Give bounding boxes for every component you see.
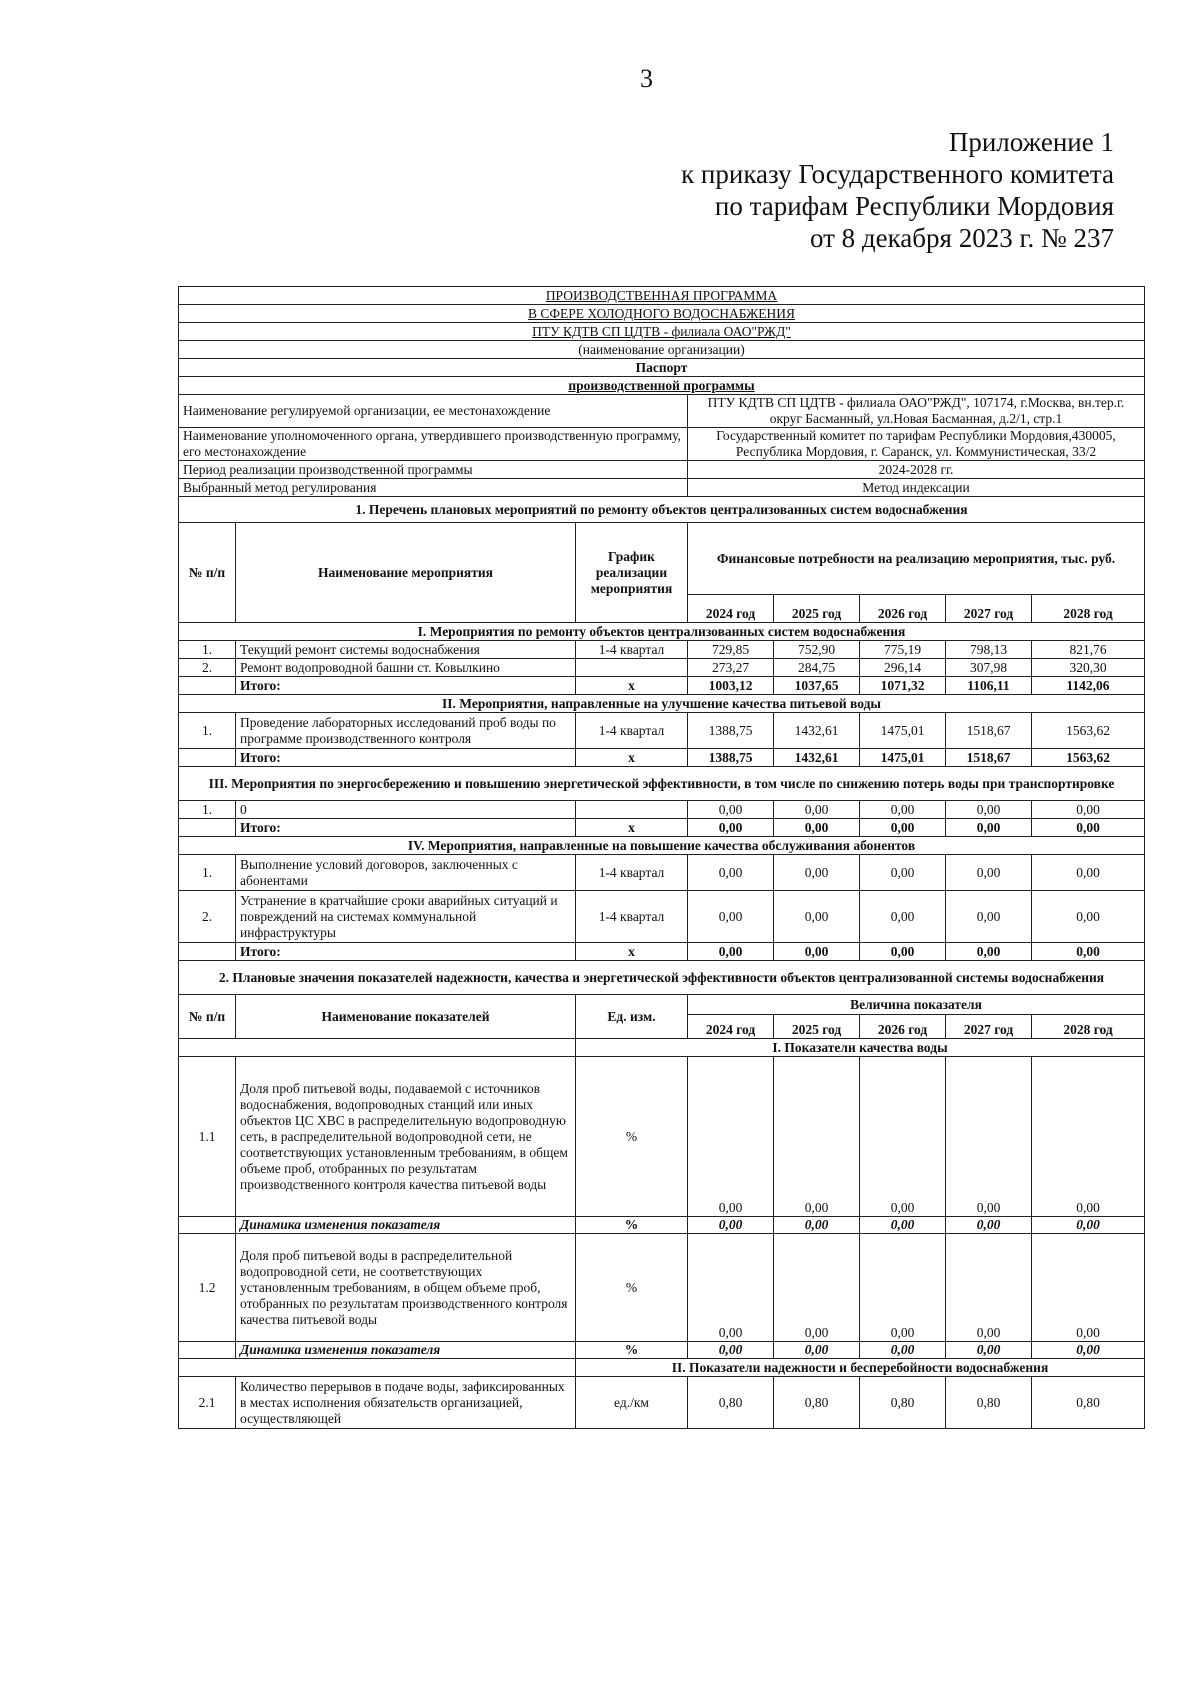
table-row [179, 855, 1145, 891]
total-x: х [576, 749, 688, 767]
row-value: 0,00 [946, 891, 1032, 943]
dynamics-value: 0,00 [688, 1342, 774, 1359]
period-label: Период реализации производственной программы [179, 461, 688, 479]
year-header: 2024 год [688, 1015, 774, 1039]
indicator-value: 0,00 [774, 1057, 860, 1217]
indicator-value: 0,80 [688, 1377, 774, 1429]
indicator-value: 0,00 [774, 1234, 860, 1342]
total-value: 1432,61 [774, 749, 860, 767]
total-row [179, 943, 1145, 961]
total-label: Итого: [236, 819, 576, 837]
row-name: Ремонт водопроводной башни ст. Ковылкино [236, 659, 576, 677]
dynamics-value: 0,00 [946, 1342, 1032, 1359]
method-value: Метод индексации [688, 479, 1145, 497]
indicator-unit: ед./км [576, 1377, 688, 1429]
total-value: 0,00 [860, 819, 946, 837]
total-value: 1475,01 [860, 749, 946, 767]
appendix-line-4: от 8 декабря 2023 г. № 237 [809, 223, 1114, 253]
dynamics-value: 0,00 [860, 1342, 946, 1359]
col-finance-header: Финансовые потребности на реализацию мероприятия, тыс. руб. [688, 523, 1145, 595]
total-value: 1071,32 [860, 677, 946, 695]
row-number: 1. [179, 641, 236, 659]
row-value: 821,76 [1032, 641, 1145, 659]
appendix-line-1: Приложение 1 [948, 127, 1114, 157]
row-value: 1518,67 [946, 713, 1032, 749]
group-title-row [179, 695, 1145, 713]
row-value: 752,90 [774, 641, 860, 659]
total-label: Итого: [236, 677, 576, 695]
indicator-value: 0,00 [1032, 1234, 1145, 1342]
col-name-header: Наименование мероприятия [236, 523, 576, 623]
col-indicator-header: Наименование показателей [236, 995, 576, 1039]
row-value: 0,00 [946, 855, 1032, 891]
indicator-name: Доля проб питьевой воды в распределительной водопроводной сети, не соответствующих установленным требованиям, в общем объеме проб, отобранных по результатам производственного контроля качества питьевой воды [236, 1234, 576, 1342]
row-name: Выполнение условий договоров, заключенных с абонентами [236, 855, 576, 891]
row-name: Устранение в кратчайшие сроки аварийных ситуаций и повреждений на системах коммунальной инфраструктуры [236, 891, 576, 943]
indicator-value: 0,80 [774, 1377, 860, 1429]
organization-name: ПТУ КДТВ СП ЦДТВ - филиала ОАО"РЖД" [179, 323, 1145, 341]
authority-value: Государственный комитет по тарифам Республики Мордовия,430005, Республика Мордовия, г. Саранск, ул. Коммунистическая, 33/2 [688, 428, 1145, 461]
indicator-unit: % [576, 1057, 688, 1217]
row-value: 0,00 [774, 891, 860, 943]
year-header: 2024 год [688, 595, 774, 623]
row-value: 0,00 [1032, 801, 1145, 819]
indicator-row [179, 1234, 1145, 1342]
method-label: Выбранный метод регулирования [179, 479, 688, 497]
row-schedule [576, 659, 688, 677]
row-value: 0,00 [860, 891, 946, 943]
total-x: х [576, 943, 688, 961]
row-value: 729,85 [688, 641, 774, 659]
total-x: х [576, 677, 688, 695]
dynamics-value: 0,00 [688, 1217, 774, 1234]
row-schedule [576, 801, 688, 819]
year-header: 2025 год [774, 595, 860, 623]
program-title: ПРОИЗВОДСТВЕННАЯ ПРОГРАММА [179, 287, 1145, 305]
program-subtitle: В СФЕРЕ ХОЛОДНОГО ВОДОСНАБЖЕНИЯ [179, 305, 1145, 323]
appendix-line-3: по тарифам Республики Мордовия [714, 191, 1114, 221]
dynamics-value: 0,00 [774, 1342, 860, 1359]
indicator-value: 0,00 [688, 1234, 774, 1342]
passport-subtitle: производственной программы [179, 377, 1145, 395]
table-row [179, 659, 1145, 677]
table-row [179, 891, 1145, 943]
total-value: 1142,06 [1032, 677, 1145, 695]
total-row [179, 819, 1145, 837]
dynamics-row [179, 1342, 1145, 1359]
org-value: ПТУ КДТВ СП ЦДТВ - филиала ОАО"РЖД", 107174, г.Москва, вн.тер.г. округ Басманный, ул.Новая Басманная, д.2/1, стр.1 [688, 395, 1145, 428]
table-row [179, 801, 1145, 819]
year-header: 2028 год [1032, 595, 1145, 623]
period-value: 2024-2028 гг. [688, 461, 1145, 479]
row-schedule: 1-4 квартал [576, 641, 688, 659]
row-name: Текущий ремонт системы водоснабжения [236, 641, 576, 659]
total-value: 0,00 [688, 819, 774, 837]
row-value: 0,00 [688, 891, 774, 943]
row-number: 1. [179, 713, 236, 749]
indicator-value: 0,00 [860, 1057, 946, 1217]
indicator-number: 1.1 [179, 1057, 236, 1217]
row-number: 1. [179, 801, 236, 819]
appendix-block [681, 126, 1114, 254]
total-value: 1106,11 [946, 677, 1032, 695]
row-name: Проведение лабораторных исследований проб воды по программе производственного контроля [236, 713, 576, 749]
total-value: 0,00 [1032, 943, 1145, 961]
row-value: 307,98 [946, 659, 1032, 677]
total-value: 0,00 [1032, 819, 1145, 837]
total-value: 0,00 [774, 943, 860, 961]
dynamics-empty-cell [179, 1342, 236, 1359]
indicator-value: 0,80 [946, 1377, 1032, 1429]
group-title: I. Показатели качества воды [576, 1039, 1145, 1057]
row-value: 0,00 [1032, 891, 1145, 943]
row-value: 0,00 [688, 855, 774, 891]
org-label: Наименование регулируемой организации, ее местонахождение [179, 395, 688, 428]
total-label: Итого: [236, 749, 576, 767]
dynamics-unit: % [576, 1217, 688, 1234]
section2-title: 2. Плановые значения показателей надежности, качества и энергетической эффективности объектов централизованной системы водоснабжения [179, 961, 1145, 995]
year-header: 2025 год [774, 1015, 860, 1039]
group-title-row [179, 623, 1145, 641]
indicator-row [179, 1377, 1145, 1429]
total-value: 1563,62 [1032, 749, 1145, 767]
row-value: 0,00 [774, 801, 860, 819]
year-header: 2026 год [860, 595, 946, 623]
row-value: 320,30 [1032, 659, 1145, 677]
row-number: 1. [179, 855, 236, 891]
table-row [179, 641, 1145, 659]
year-header: 2027 год [946, 595, 1032, 623]
indicator-value: 0,00 [860, 1234, 946, 1342]
total-value: 0,00 [860, 943, 946, 961]
indicator-value: 0,00 [946, 1234, 1032, 1342]
dynamics-empty-cell [179, 1217, 236, 1234]
total-value: 1003,12 [688, 677, 774, 695]
indicator-row [179, 1057, 1145, 1217]
group-title-row [179, 1039, 1145, 1057]
production-program-table [178, 286, 1145, 1429]
total-value: 1388,75 [688, 749, 774, 767]
dynamics-value: 0,00 [774, 1217, 860, 1234]
total-empty-cell [179, 677, 236, 695]
dynamics-value: 0,00 [1032, 1217, 1145, 1234]
row-value: 0,00 [860, 855, 946, 891]
row-value: 775,19 [860, 641, 946, 659]
total-row [179, 677, 1145, 695]
group-title: II. Мероприятия, направленные на улучшение качества питьевой воды [179, 695, 1145, 713]
table-row [179, 713, 1145, 749]
group-title-blank [179, 1039, 576, 1057]
row-schedule: 1-4 квартал [576, 891, 688, 943]
dynamics-unit: % [576, 1342, 688, 1359]
indicator-value: 0,80 [860, 1377, 946, 1429]
indicator-number: 1.2 [179, 1234, 236, 1342]
dynamics-value: 0,00 [1032, 1342, 1145, 1359]
row-number: 2. [179, 659, 236, 677]
authority-label: Наименование уполномоченного органа, утвердившего производственную программу, его местонахождение [179, 428, 688, 461]
total-empty-cell [179, 749, 236, 767]
total-value: 1037,65 [774, 677, 860, 695]
year-header: 2028 год [1032, 1015, 1145, 1039]
indicator-value: 0,80 [1032, 1377, 1145, 1429]
section2-header-row [179, 995, 1145, 1015]
page-number: 3 [640, 64, 653, 93]
col-schedule-header: График реализации мероприятия [576, 523, 688, 623]
group-title-row [179, 767, 1145, 801]
year-header: 2026 год [860, 1015, 946, 1039]
passport-title: Паспорт [179, 359, 1145, 377]
row-value: 798,13 [946, 641, 1032, 659]
row-schedule: 1-4 квартал [576, 713, 688, 749]
row-value: 273,27 [688, 659, 774, 677]
indicator-value: 0,00 [1032, 1057, 1145, 1217]
dynamics-value: 0,00 [860, 1217, 946, 1234]
total-row [179, 749, 1145, 767]
organization-caption: (наименование организации) [179, 341, 1145, 359]
dynamics-row [179, 1217, 1145, 1234]
row-value: 1432,61 [774, 713, 860, 749]
total-empty-cell [179, 943, 236, 961]
col-unit-header: Ед. изм. [576, 995, 688, 1039]
row-value: 1388,75 [688, 713, 774, 749]
group-title: II. Показатели надежности и бесперебойности водоснабжения [576, 1359, 1145, 1377]
row-value: 0,00 [860, 801, 946, 819]
group-title-row [179, 1359, 1145, 1377]
indicator-value: 0,00 [688, 1057, 774, 1217]
row-value: 296,14 [860, 659, 946, 677]
group-title-blank [179, 1359, 576, 1377]
total-x: х [576, 819, 688, 837]
total-value: 0,00 [946, 819, 1032, 837]
appendix-line-2: к приказу Государственного комитета [681, 159, 1114, 189]
year-header: 2027 год [946, 1015, 1032, 1039]
indicator-unit: % [576, 1234, 688, 1342]
row-schedule: 1-4 квартал [576, 855, 688, 891]
row-value: 1475,01 [860, 713, 946, 749]
row-value: 284,75 [774, 659, 860, 677]
total-value: 0,00 [774, 819, 860, 837]
total-value: 0,00 [688, 943, 774, 961]
indicator-name: Доля проб питьевой воды, подаваемой с источников водоснабжения, водопроводных станций или иных объектов ЦС ХВС в распределительную водопроводную сеть, в распределительной водопроводной сети, не соответствующих установленным требованиям, в общем объеме проб, отобранных по результатам производственного контроля качества питьевой воды [236, 1057, 576, 1217]
dynamics-value: 0,00 [946, 1217, 1032, 1234]
group-title: III. Мероприятия по энергосбережению и повышению энергетической эффективности, в том числе по снижению потерь воды при транспортировке [179, 767, 1145, 801]
total-label: Итого: [236, 943, 576, 961]
group-title-row [179, 837, 1145, 855]
col-number-header: № п/п [179, 995, 236, 1039]
total-empty-cell [179, 819, 236, 837]
total-value: 1518,67 [946, 749, 1032, 767]
col-number-header: № п/п [179, 523, 236, 623]
dynamics-label: Динамика изменения показателя [236, 1342, 576, 1359]
dynamics-label: Динамика изменения показателя [236, 1217, 576, 1234]
row-name: 0 [236, 801, 576, 819]
total-value: 0,00 [946, 943, 1032, 961]
indicator-value: 0,00 [946, 1057, 1032, 1217]
row-value: 0,00 [1032, 855, 1145, 891]
section1-title: 1. Перечень плановых мероприятий по ремонту объектов централизованных систем водоснабжения [179, 497, 1145, 523]
indicator-number: 2.1 [179, 1377, 236, 1429]
section2-title-row [179, 961, 1145, 995]
row-number: 2. [179, 891, 236, 943]
indicator-name: Количество перерывов в подаче воды, зафиксированных в местах исполнения обязательств организацией, осуществляющей [236, 1377, 576, 1429]
group-title: I. Мероприятия по ремонту объектов централизованных систем водоснабжения [179, 623, 1145, 641]
col-value-header: Величина показателя [688, 995, 1145, 1015]
group-title: IV. Мероприятия, направленные на повышение качества обслуживания абонентов [179, 837, 1145, 855]
row-value: 0,00 [946, 801, 1032, 819]
row-value: 0,00 [688, 801, 774, 819]
row-value: 1563,62 [1032, 713, 1145, 749]
row-value: 0,00 [774, 855, 860, 891]
